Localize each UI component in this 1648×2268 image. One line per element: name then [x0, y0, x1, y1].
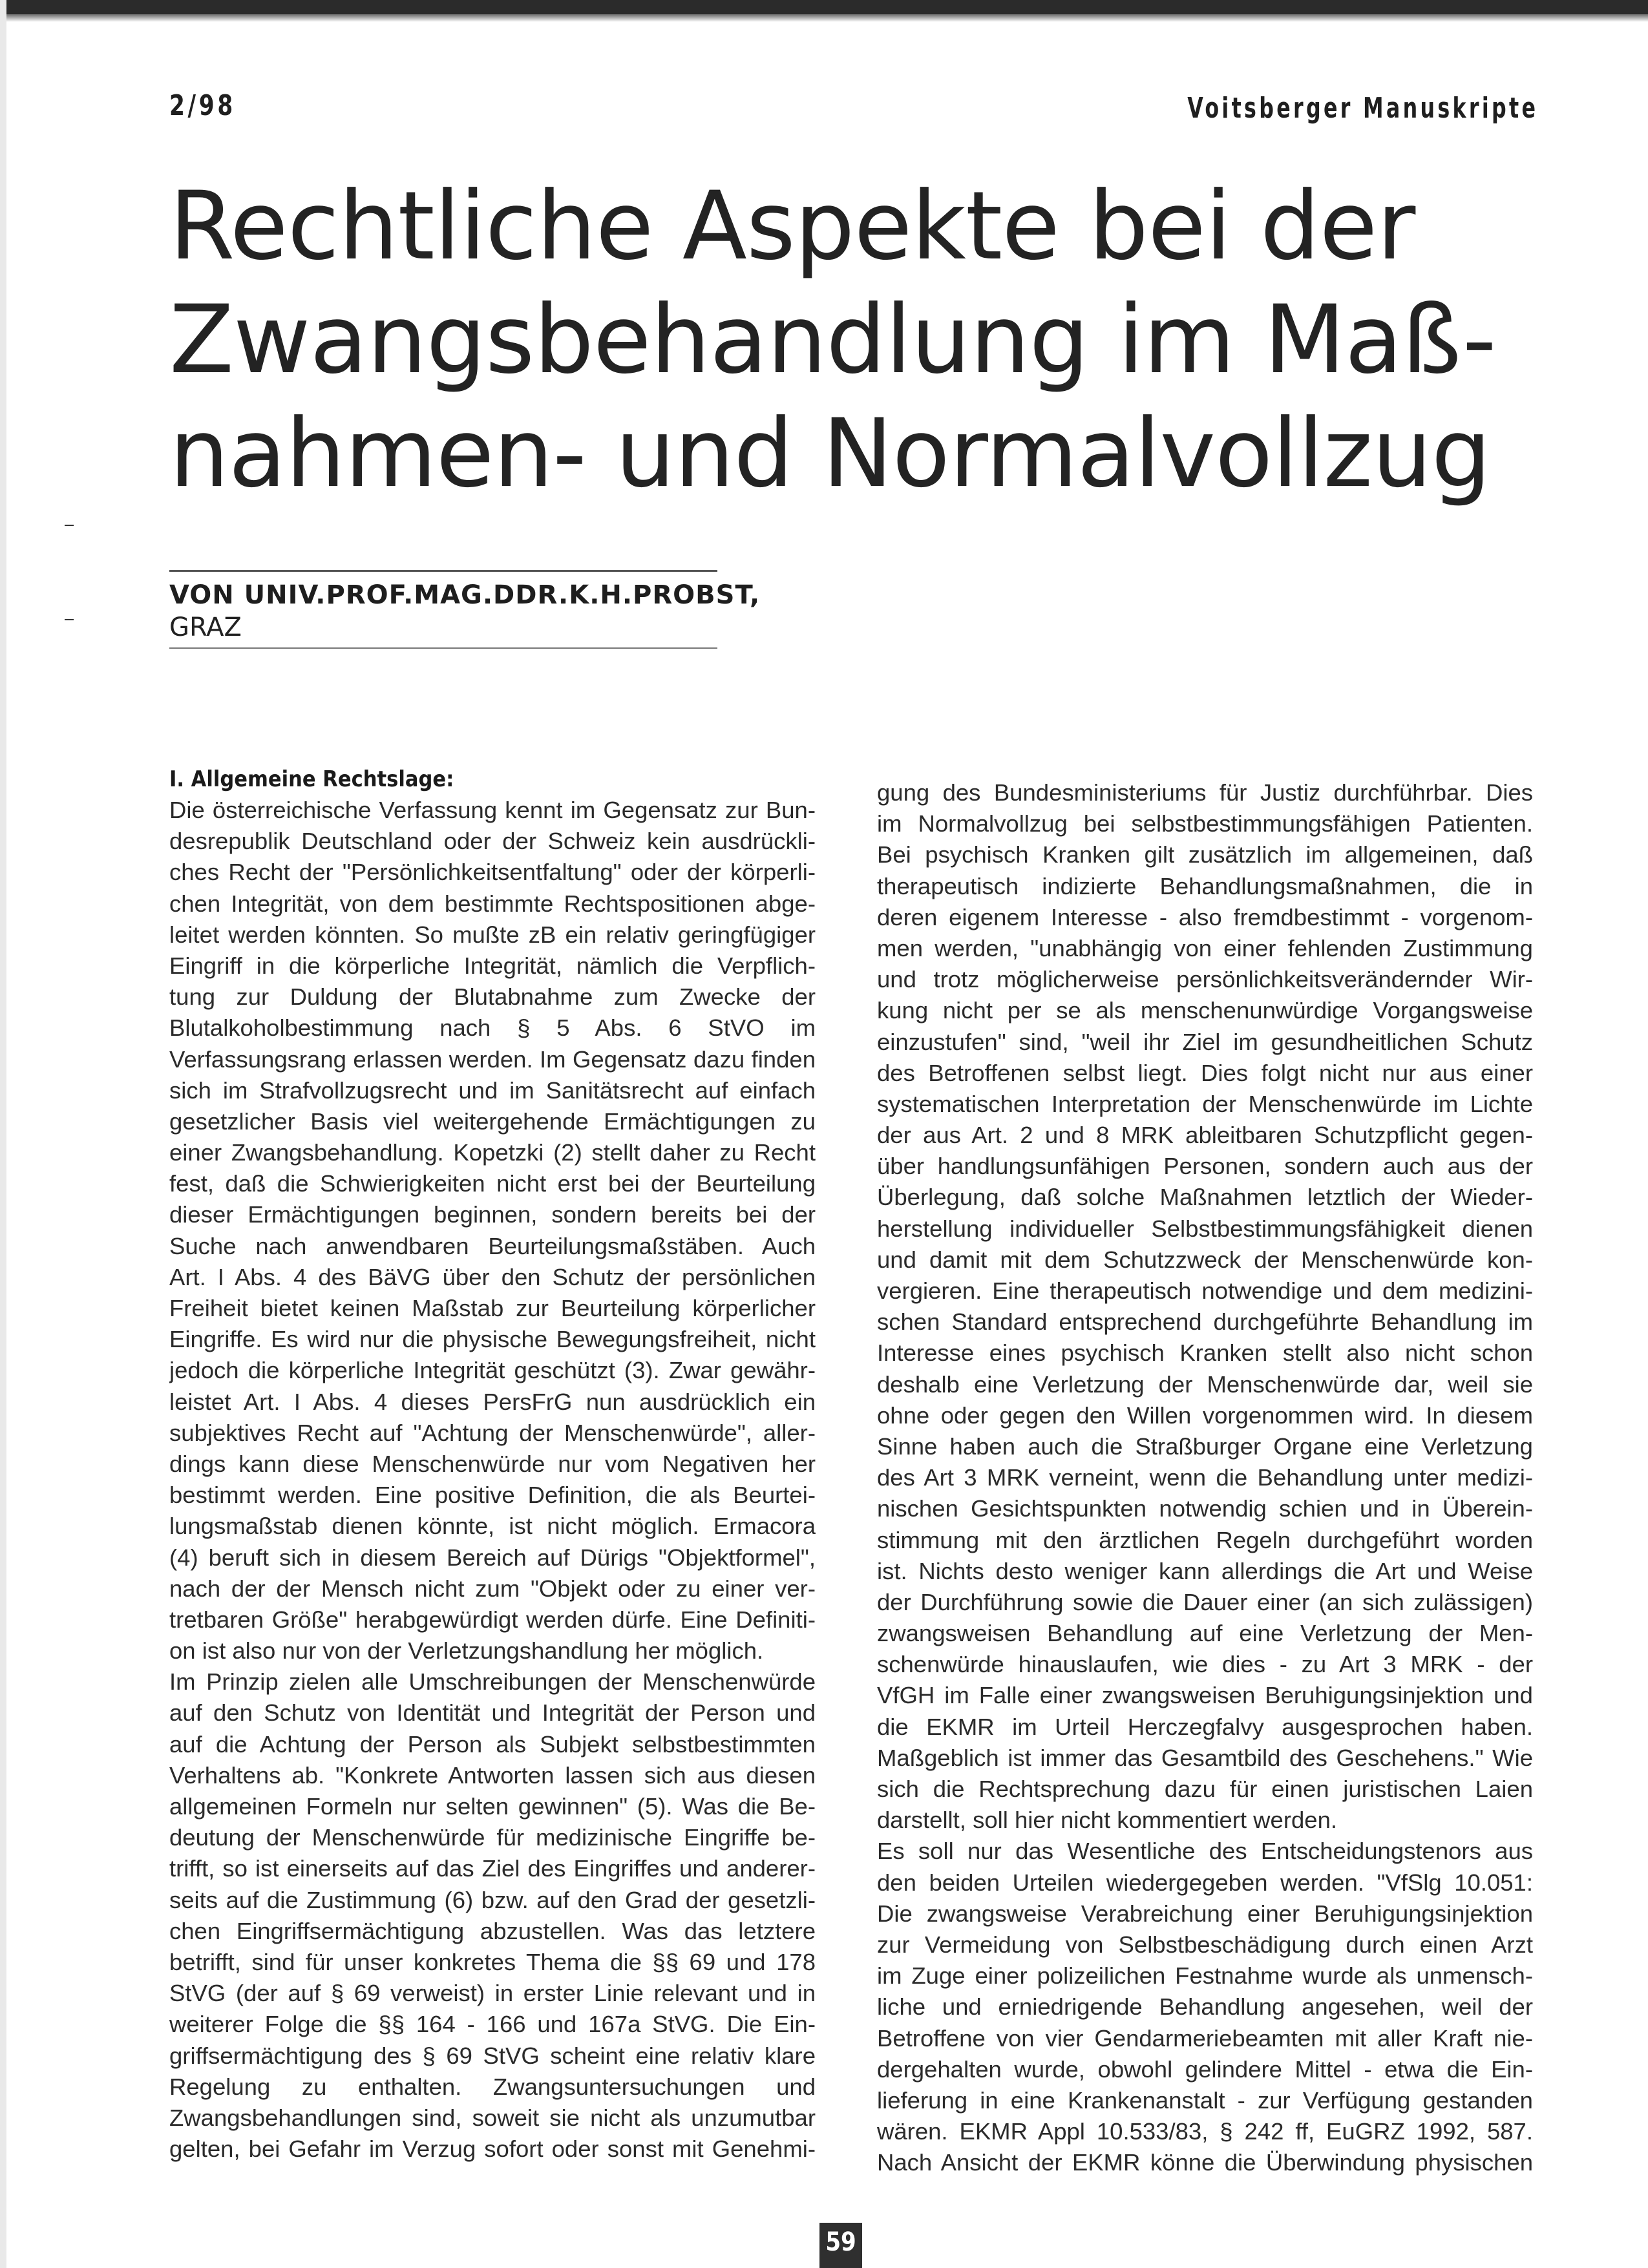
text-line: darstellt, soll hier nicht kommentiert werden.: [877, 1807, 1338, 1834]
text-line: dergehalten wurde, obwohl gelindere Mittel - etwa die Ein-: [877, 2055, 1533, 2083]
byline-rule-bottom: [169, 647, 717, 649]
text-line: Überlegung, daß solche Maßnahmen letztlich der Wieder-: [877, 1184, 1533, 1211]
text-line: deshalb eine Verletzung der Menschenwürde dar, weil sie: [877, 1370, 1533, 1398]
text-line: lieferung in eine Krankenanstalt - zur Verfügung gestanden: [877, 2086, 1533, 2114]
text-line: Sinne haben auch die Straßburger Organe eine Verletzung: [877, 1433, 1533, 1460]
binding-mark: [65, 619, 74, 620]
text-line: deutung der Menschenwürde für medizinische Eingriffe be-: [169, 1824, 816, 1851]
text-line: des Betroffenen selbst liegt. Dies folgt nicht nur aus einer: [877, 1059, 1533, 1086]
scan-top-border: [0, 0, 1648, 14]
text-line: sich im Strafvollzugsrecht und im Sanitätsrecht auf einfach: [169, 1076, 816, 1104]
column-body: [169, 795, 816, 2165]
byline-rule-top: [169, 570, 717, 572]
text-line: dings kann diese Menschenwürde nur vom Negativen her: [169, 1450, 816, 1477]
text-line: allgemeinen Formeln nur selten gewinnen" (5). Was die Be-: [169, 1793, 816, 1820]
text-line: Freiheit bietet keinen Maßstab zur Beurteilung körperlicher: [169, 1295, 816, 1321]
text-line: VfGH im Falle einer zwangsweisen Beruhigungsinjektion und: [877, 1682, 1533, 1709]
column-body: [877, 777, 1533, 2178]
text-line: griffsermächtigung des § 69 StVG scheint eine relativ klare: [169, 2042, 816, 2069]
text-line: (4) beruft sich in diesem Bereich auf Dürigs "Objektformel",: [169, 1544, 816, 1571]
title-line: Rechtliche Aspekte bei der: [169, 171, 1415, 281]
text-line: jedoch die körperliche Integrität geschützt (3). Zwar gewähr-: [169, 1357, 816, 1384]
text-line: einzustufen" sind, "weil ihr Ziel im gesundheitlichen Schutz: [877, 1028, 1533, 1055]
text-line: Bei psychisch Kranken gilt zusätzlich im allgemeinen, daß: [877, 841, 1533, 868]
text-line: auf den Schutz von Identität und Integrität der Person und: [169, 1699, 816, 1727]
title-line: Zwangsbehandlung im Maß-: [169, 285, 1496, 395]
text-line: schen Standard entsprechend durchgeführte Behandlung im: [877, 1308, 1533, 1336]
text-line: über handlungsunfähigen Personen, sondern auch aus der: [877, 1153, 1533, 1180]
issue-number: 2/98: [169, 89, 236, 122]
text-line: Nach Ansicht der EKMR könne die Überwindung physischen: [877, 2149, 1533, 2176]
text-line: Die zwangsweise Verabreichung einer Beruhigungsinjektion: [877, 1900, 1533, 1927]
text-line: leistet Art. I Abs. 4 dieses PersFrG nun ausdrücklich ein: [169, 1388, 816, 1415]
text-line: zwangsweisen Behandlung auf eine Verletzung der Men-: [877, 1620, 1533, 1647]
text-line: ohne oder gegen den Willen vorgenommen wird. In diesem: [877, 1402, 1533, 1429]
text-line: der Durchführung sowie die Dauer einer (an sich zulässigen): [877, 1588, 1533, 1615]
article-title: [169, 169, 1559, 510]
text-line: wären. EKMR Appl 10.533/83, § 242 ff, EuGRZ 1992, 587.: [877, 2118, 1533, 2145]
text-line: tretbaren Größe" herabgewürdigt werden dürfe. Eine Definiti-: [169, 1606, 816, 1633]
text-line: und trotz möglicherweise persönlichkeitsverändernder Wir-: [877, 966, 1533, 993]
text-line: seits auf die Zustimmung (6) bzw. auf den Grad der gesetzli-: [169, 1886, 816, 1913]
text-line: ist. Nichts desto weniger kann allerdings die Art und Weise: [877, 1557, 1533, 1584]
text-line: Eingriffe. Es wird nur die physische Bewegungsfreiheit, nicht: [169, 1326, 816, 1353]
text-line: Im Prinzip zielen alle Umschreibungen der Menschenwürde: [169, 1668, 816, 1696]
text-line: kung nicht per se als menschenunwürdige Vorgangsweise: [877, 997, 1533, 1024]
text-line: trifft, so ist einerseits auf das Ziel des Eingriffes und anderer-: [169, 1855, 816, 1882]
text-line: men werden, "unabhängig von einer fehlenden Zustimmung: [877, 934, 1533, 961]
title-line: nahmen- und Normalvollzug: [169, 399, 1491, 509]
text-line: Regelung zu enthalten. Zwangsuntersuchungen und: [169, 2073, 816, 2100]
text-line: zur Vermeidung von Selbstbeschädigung durch einen Arzt: [877, 1931, 1533, 1958]
text-line: vergieren. Eine therapeutisch notwendige und dem medizini-: [877, 1277, 1533, 1304]
text-line: Interesse eines psychisch Kranken stellt also nicht schon: [877, 1339, 1533, 1367]
scan-top-shadow: [0, 14, 1648, 22]
text-line: Blutalkoholbestimmung nach § 5 Abs. 6 StVO im: [169, 1014, 816, 1042]
text-line: StVG (der auf § 69 verweist) in erster Linie relevant und in: [169, 1980, 816, 2007]
text-line: on ist also nur von der Verletzungshandlung her möglich.: [169, 1637, 764, 1664]
text-line: die EKMR im Urteil Herczegfalvy ausgesprochen haben.: [877, 1713, 1533, 1740]
text-line: bestimmt werden. Eine positive Definition, die als Beurtei-: [169, 1482, 816, 1509]
text-line: der aus Art. 2 und 8 MRK ableitbaren Schutzpflicht gegen-: [877, 1122, 1533, 1149]
binding-mark: [65, 525, 74, 526]
text-line: chen Integrität, von dem bestimmte Rechtspositionen abge-: [169, 890, 816, 917]
text-line: Art. I Abs. 4 des BäVG über den Schutz der persönlichen: [169, 1263, 816, 1290]
author-city: GRAZ: [169, 613, 242, 642]
text-line: fest, daß die Schwierigkeiten nicht erst bei der Beurteilung: [169, 1170, 816, 1197]
scan-left-border: [0, 0, 6, 2268]
author-name: VON UNIV.PROF.MAG.DDR.K.H.PROBST,: [169, 580, 761, 610]
text-line: subjektives Recht auf "Achtung der Menschenwürde", aller-: [169, 1419, 816, 1446]
text-line: liche und erniedrigende Behandlung angesehen, weil der: [877, 1993, 1533, 2021]
text-line: Die österreichische Verfassung kennt im Gegensatz zur Bun-: [169, 797, 816, 823]
text-line: herstellung individueller Selbstbestimmungsfähigkeit dienen: [877, 1215, 1533, 1242]
text-line: im Zuge einer polizeilichen Festnahme wurde als unmensch-: [877, 1962, 1533, 1990]
text-line: Verhaltens ab. "Konkrete Antworten lassen sich aus diesen: [169, 1761, 816, 1789]
text-line: des Art 3 MRK verneint, wenn die Behandlung unter medizi-: [877, 1464, 1533, 1491]
text-line: sich die Rechtsprechung dazu für einen juristischen Laien: [877, 1776, 1533, 1802]
text-line: chen Eingriffsermächtigung abzustellen. Was das letztere: [169, 1917, 816, 1944]
text-line: dieser Ermächtigungen beginnen, sondern bereits bei der: [169, 1201, 816, 1228]
text-line: systematischen Interpretation der Menschenwürde im Lichte: [877, 1090, 1533, 1117]
text-line: gesetzlicher Basis viel weitergehende Ermächtigungen zu: [169, 1108, 816, 1135]
text-line: Suche nach anwendbaren Beurteilungsmaßstäben. Auch: [169, 1232, 816, 1259]
text-line: Verfassungsrang erlassen werden. Im Gegensatz dazu finden: [169, 1045, 816, 1073]
text-line: weiterer Folge die §§ 164 - 166 und 167a StVG. Die Ein-: [169, 2011, 816, 2038]
text-line: therapeutisch indizierte Behandlungsmaßnahmen, die in: [877, 872, 1533, 899]
text-line: auf die Achtung der Person als Subjekt selbstbestimmten: [169, 1730, 816, 1758]
text-line: stimmung mit den ärztlichen Regeln durchgeführt worden: [877, 1526, 1533, 1553]
text-column-left: [169, 764, 816, 2165]
text-line: im Normalvollzug bei selbstbestimmungsfähigen Patienten.: [877, 810, 1533, 837]
text-line: nach der der Mensch nicht zum "Objekt oder zu einer ver-: [169, 1575, 816, 1602]
text-column-right: [877, 777, 1533, 2178]
text-line: betrifft, sind für unser konkretes Thema die §§ 69 und 178: [169, 1948, 816, 1975]
text-line: einer Zwangsbehandlung. Kopetzki (2) stellt daher zu Recht: [169, 1139, 816, 1166]
text-line: gelten, bei Gefahr im Verzug sofort oder sonst mit Genehmi-: [169, 2136, 816, 2163]
text-line: nischen Gesichtspunkten notwendig schien und in Überein-: [877, 1495, 1533, 1522]
text-line: und damit mit dem Schutzzweck der Menschenwürde kon-: [877, 1246, 1533, 1273]
page-number: 59: [825, 2227, 856, 2257]
text-line: lungsmaßstab dienen könnte, ist nicht möglich. Ermacora: [169, 1513, 816, 1540]
text-line: Maßgeblich ist immer das Gesamtbild des Geschehens." Wie: [877, 1744, 1533, 1771]
section-heading: I. Allgemeine Rechtslage:: [169, 766, 454, 792]
text-line: Eingriff in die körperliche Integrität, nämlich die Verpflich-: [169, 952, 816, 979]
text-line: deren eigenem Interesse - also fremdbestimmt - vorgenom-: [877, 903, 1533, 930]
text-line: Zwangsbehandlungen sind, soweit sie nicht als unzumutbar: [169, 2104, 816, 2131]
text-line: den beiden Urteilen wiedergegeben werden. "VfSlg 10.051:: [877, 1869, 1533, 1896]
text-line: desrepublik Deutschland oder der Schweiz kein ausdrückli-: [169, 828, 816, 855]
text-line: ches Recht der "Persönlichkeitsentfaltung" oder der körperli-: [169, 859, 816, 886]
journal-name: Voitsberger Manuskripte: [1187, 92, 1538, 125]
text-line: schenwürde hinauslaufen, wie dies - zu Art 3 MRK - der: [877, 1651, 1533, 1678]
text-line: Betroffene von vier Gendarmeriebeamten mit aller Kraft nie-: [877, 2024, 1533, 2052]
text-line: tung zur Duldung der Blutabnahme zum Zwecke der: [169, 983, 816, 1011]
text-line: gung des Bundesministeriums für Justiz durchführbar. Dies: [877, 779, 1533, 806]
text-line: leitet werden könnten. So mußte zB ein relativ geringfügiger: [169, 921, 816, 948]
text-line: Es soll nur das Wesentliche des Entscheidungstenors aus: [877, 1838, 1533, 1865]
